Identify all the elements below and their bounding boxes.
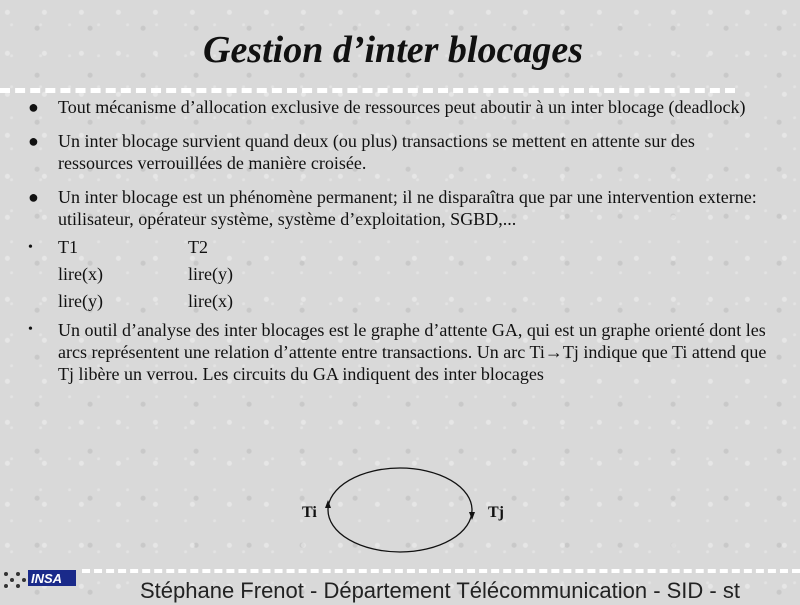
node-tj-label: Tj <box>488 504 504 521</box>
transaction-header: T2 <box>188 237 208 257</box>
insa-logo <box>0 560 80 600</box>
slide-title: Gestion d’inter blocages <box>203 29 583 71</box>
insa-logo-label: INSA <box>31 571 63 586</box>
bullet-dot-icon: ● <box>28 131 39 151</box>
cycle-ellipse <box>328 468 472 552</box>
insa-logo-icon <box>0 560 80 600</box>
title-divider <box>0 88 735 93</box>
transaction-op: lire(y) <box>188 264 233 284</box>
transaction-header: T1 <box>58 237 78 257</box>
bullet-dot-icon: ● <box>28 187 39 207</box>
transaction-op: lire(x) <box>188 291 233 311</box>
bullet-item-graph <box>28 319 768 385</box>
transactions-row <box>58 288 768 315</box>
bullet-text-3: Un inter blocage est un phénomène permanent; il ne disparaîtra que par une intervention externe: utilisateur, opérateur système, système d’exploitation, SGBD,... <box>58 187 757 229</box>
transactions-header-row <box>58 234 768 261</box>
bullet-dot-icon: ● <box>28 97 39 117</box>
bullet-dot-icon: • <box>28 240 33 255</box>
wait-for-graph <box>290 460 530 560</box>
bullet-text-2: Un inter blocage survient quand deux (ou plus) transactions se mettent en attente sur des ressources verrouillées de manière croisée. <box>58 131 695 173</box>
bullet-item-2 <box>28 130 768 174</box>
transaction-op: lire(y) <box>58 291 103 311</box>
bullet-dot-icon: • <box>28 322 33 337</box>
bullet-item-3 <box>28 186 768 230</box>
bullet-item-transactions <box>28 234 768 315</box>
node-tj <box>488 504 504 521</box>
bullet-item-1 <box>28 96 768 118</box>
transaction-op: lire(x) <box>58 264 103 284</box>
bullet-list <box>28 96 768 385</box>
node-ti-label: Ti <box>302 504 317 521</box>
node-ti <box>302 504 317 521</box>
footer-divider <box>82 569 800 573</box>
footer-text: Stéphane Frenot - Département Télécommunication - SID - st <box>140 578 740 603</box>
bullet-text-graph: Un outil d’analyse des inter blocages est le graphe d’attente GA, qui est un graphe orienté dont les arcs représentent une relation d’attente entre transactions. Un arc Ti→Tj indique que Ti attend que Tj libère un verrou. Les circuits du GA indiquent des inter blocages <box>58 320 767 384</box>
transactions-row <box>58 261 768 288</box>
bullet-text-1: Tout mécanisme d’allocation exclusive de ressources peut aboutir à un inter blocage (deadlock) <box>58 97 746 117</box>
